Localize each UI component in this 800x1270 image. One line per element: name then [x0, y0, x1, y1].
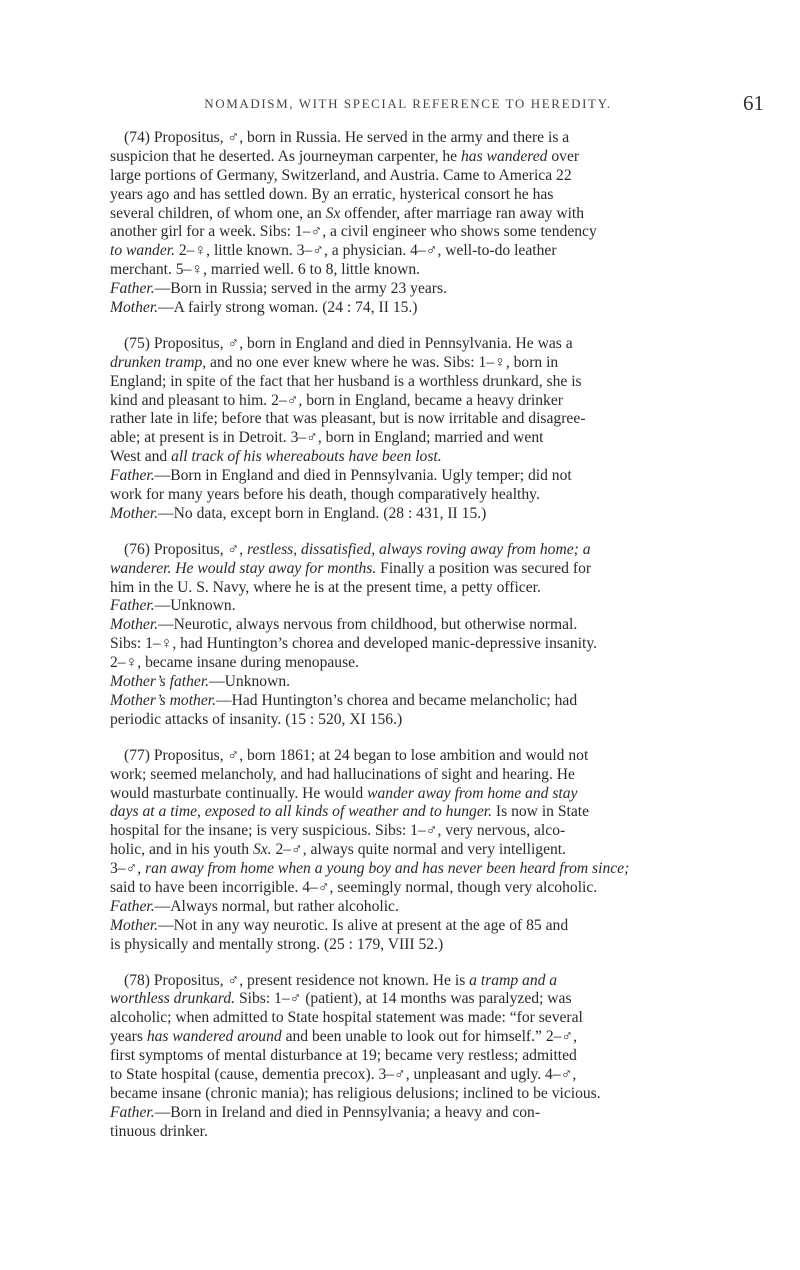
text-run: suspicion that he deserted. As journeyman carpenter, he: [110, 147, 461, 165]
text-line: [110, 560, 800, 579]
page-number: 61: [743, 91, 764, 115]
text-run: 2–♂, always quite normal and very intelligent.: [271, 841, 567, 859]
italic-run: Mother.: [110, 616, 159, 634]
text-line: [110, 917, 800, 936]
text-run: large portions of Germany, Switzerland, and Austria. Came to America 22: [110, 166, 572, 184]
text-line: [110, 129, 800, 148]
italic-run: Mother.: [110, 916, 159, 934]
text-line: [110, 299, 800, 318]
text-run: first symptoms of mental disturbance at 19; became very restless; admitted: [110, 1047, 577, 1065]
text-run: Finally a position was secured for: [376, 559, 592, 577]
text-line: [110, 1028, 800, 1047]
text-run: would masturbate continually. He would: [110, 784, 368, 802]
text-run: —Born in Ireland and died in Pennsylvania; a heavy and con-: [154, 1103, 541, 1121]
text-run: (78) Propositus, ♂, present residence not known. He is: [124, 971, 470, 989]
text-run: 3–♂,: [110, 860, 146, 878]
text-line: [110, 860, 800, 879]
text-line: [110, 822, 800, 841]
text-line: [110, 692, 800, 711]
text-run: another girl for a week. Sibs: 1–♂, a civil engineer who shows some tendency: [110, 223, 597, 241]
italic-run: days at a time, exposed to all kinds of weather and to hunger.: [110, 803, 493, 821]
italic-run: drunken tramp,: [110, 353, 207, 371]
text-line: [110, 1047, 800, 1066]
text-line: [110, 1066, 800, 1085]
text-run: (76) Propositus, ♂,: [124, 540, 248, 558]
text-line: [110, 1104, 800, 1123]
italic-run: Mother’s mother.: [110, 691, 216, 709]
text-run: said to have been incorrigible. 4–♂, seemingly normal, though very alcoholic.: [110, 878, 598, 896]
italic-run: Father.: [110, 1103, 155, 1121]
text-line: [110, 972, 800, 991]
text-run: merchant. 5–♀, married well. 6 to 8, little known.: [110, 261, 421, 279]
text-run: Sibs: 1–♀, had Huntington’s chorea and developed manic-depressive insanity.: [110, 635, 598, 653]
italic-run: Father.: [110, 280, 155, 298]
text-run: tinuous drinker.: [110, 1122, 208, 1140]
text-line: [110, 990, 800, 1009]
text-run: years ago and has settled down. By an erratic, hysterical consort he has: [110, 185, 554, 203]
text-run: is physically and mentally strong. (25 : 179, VIII 52.): [110, 935, 444, 953]
text-line: [110, 410, 800, 429]
italic-run: has wandered: [461, 147, 548, 165]
page-header: [118, 92, 778, 116]
text-line: [110, 448, 800, 467]
text-line: [110, 505, 800, 524]
text-line: [110, 205, 800, 224]
text-run: —Not in any way neurotic. Is alive at present at the age of 85 and: [158, 916, 569, 934]
entry-75: [110, 335, 800, 524]
italic-run: Father.: [110, 897, 155, 915]
text-run: England; in spite of the fact that her husband is a worthless drunkard, she is: [110, 372, 582, 390]
italic-run: Father.: [110, 467, 155, 485]
text-run: —Born in England and died in Pennsylvania. Ugly temper; did not: [154, 467, 572, 485]
text-run: and been unable to look out for himself.” 2–♂,: [281, 1028, 578, 1046]
text-run: holic, and in his youth: [110, 841, 253, 859]
text-run: and no one ever knew where he was. Sibs: 1–♀, born in: [206, 353, 559, 371]
italic-run: Father.: [110, 597, 155, 615]
text-run: (75) Propositus, ♂, born in England and died in Pennsylvania. He was a: [124, 334, 573, 352]
text-line: [110, 711, 800, 730]
text-line: [110, 597, 800, 616]
text-run: —Neurotic, always nervous from childhood, but otherwise normal.: [158, 616, 578, 634]
text-run: hospital for the insane; is very suspicious. Sibs: 1–♂, very nervous, alco-: [110, 822, 566, 840]
text-run: over: [547, 147, 580, 165]
text-run: several children, of whom one, an: [110, 204, 326, 222]
text-line: [110, 1123, 800, 1142]
text-line: [110, 467, 800, 486]
text-line: [110, 280, 800, 299]
text-run: rather late in life; before that was pleasant, but is now irritable and disagree-: [110, 410, 586, 428]
text-line: [110, 747, 800, 766]
running-head: NOMADISM, WITH SPECIAL REFERENCE TO HEREDITY.: [204, 96, 612, 111]
text-run: alcoholic; when admitted to State hospital statement was made: “for several: [110, 1009, 583, 1027]
text-run: 2–♀, little known. 3–♂, a physician. 4–♂, well-to-do leather: [174, 242, 557, 260]
text-run: West and: [110, 448, 172, 466]
text-run: Is now in State: [492, 803, 590, 821]
text-line: [110, 354, 800, 373]
text-line: [110, 486, 800, 505]
italic-run: a tramp and a: [469, 971, 558, 989]
entry-77: [110, 747, 800, 955]
text-line: [110, 541, 800, 560]
text-line: [110, 429, 800, 448]
text-line: [110, 579, 800, 598]
text-line: [110, 803, 800, 822]
italic-run: has wandered around: [146, 1028, 282, 1046]
text-run: —Unknown.: [154, 597, 236, 615]
text-run: (77) Propositus, ♂, born 1861; at 24 began to lose ambition and would not: [124, 746, 589, 764]
text-run: —Unknown.: [209, 673, 291, 691]
text-run: kind and pleasant to him. 2–♂, born in England, became a heavy drinker: [110, 391, 563, 409]
entry-76: [110, 541, 800, 730]
text-run: Sibs: 1–♂ (patient), at 14 months was paralyzed; was: [235, 990, 572, 1008]
italic-run: all track of his whereabouts have been lost.: [171, 448, 442, 466]
text-run: work; seemed melancholy, and had hallucinations of sight and hearing. He: [110, 765, 575, 783]
page-body: [110, 129, 800, 1159]
italic-run: Sx: [325, 204, 341, 222]
text-run: became insane (chronic mania); has religious delusions; inclined to be vicious.: [110, 1084, 601, 1102]
text-run: —Always normal, but rather alcoholic.: [154, 897, 399, 915]
text-line: [110, 261, 800, 280]
text-line: [110, 673, 800, 692]
text-line: [110, 242, 800, 261]
text-line: [110, 936, 800, 955]
italic-run: ran away from home when a young boy and has never been heard from since;: [145, 860, 630, 878]
text-run: to State hospital (cause, dementia precox). 3–♂, unpleasant and ugly. 4–♂,: [110, 1065, 577, 1083]
text-run: 2–♀, became insane during menopause.: [110, 654, 359, 672]
text-run: —A fairly strong woman. (24 : 74, II 15.): [158, 299, 418, 317]
italic-run: to wander.: [110, 242, 175, 260]
text-run: (74) Propositus, ♂, born in Russia. He served in the army and there is a: [124, 129, 570, 146]
text-line: [110, 616, 800, 635]
text-line: [110, 785, 800, 804]
text-line: [110, 879, 800, 898]
text-run: able; at present is in Detroit. 3–♂, born in England; married and went: [110, 429, 544, 447]
text-line: [110, 335, 800, 354]
italic-run: Sx.: [252, 841, 272, 859]
italic-run: wander away from home and stay: [367, 784, 578, 802]
text-run: offender, after marriage ran away with: [340, 204, 585, 222]
text-line: [110, 167, 800, 186]
entry-74: [110, 129, 800, 318]
text-run: years: [110, 1028, 147, 1046]
text-line: [110, 1009, 800, 1028]
entry-78: [110, 972, 800, 1142]
text-line: [110, 1085, 800, 1104]
text-line: [110, 392, 800, 411]
text-run: —Had Huntington’s chorea and became melancholic; had: [215, 691, 578, 709]
text-run: —No data, except born in England. (28 : 431, II 15.): [158, 504, 487, 522]
italic-run: Mother.: [110, 504, 159, 522]
italic-run: Mother’s father.: [110, 673, 210, 691]
italic-run: wanderer. He would stay away for months.: [110, 559, 377, 577]
text-line: [110, 373, 800, 392]
text-line: [110, 841, 800, 860]
text-line: [110, 898, 800, 917]
text-line: [110, 148, 800, 167]
text-line: [110, 766, 800, 785]
italic-run: worthless drunkard.: [110, 990, 236, 1008]
text-line: [110, 186, 800, 205]
text-run: —Born in Russia; served in the army 23 years.: [154, 280, 447, 298]
text-line: [110, 223, 800, 242]
italic-run: Mother.: [110, 299, 159, 317]
italic-run: restless, dissatisfied, always roving away from home; a: [247, 540, 591, 558]
text-run: work for many years before his death, though comparatively healthy.: [110, 486, 540, 504]
text-run: him in the U. S. Navy, where he is at the present time, a petty officer.: [110, 578, 541, 596]
text-line: [110, 654, 800, 673]
text-line: [110, 635, 800, 654]
text-run: periodic attacks of insanity. (15 : 520, XI 156.): [110, 710, 403, 728]
